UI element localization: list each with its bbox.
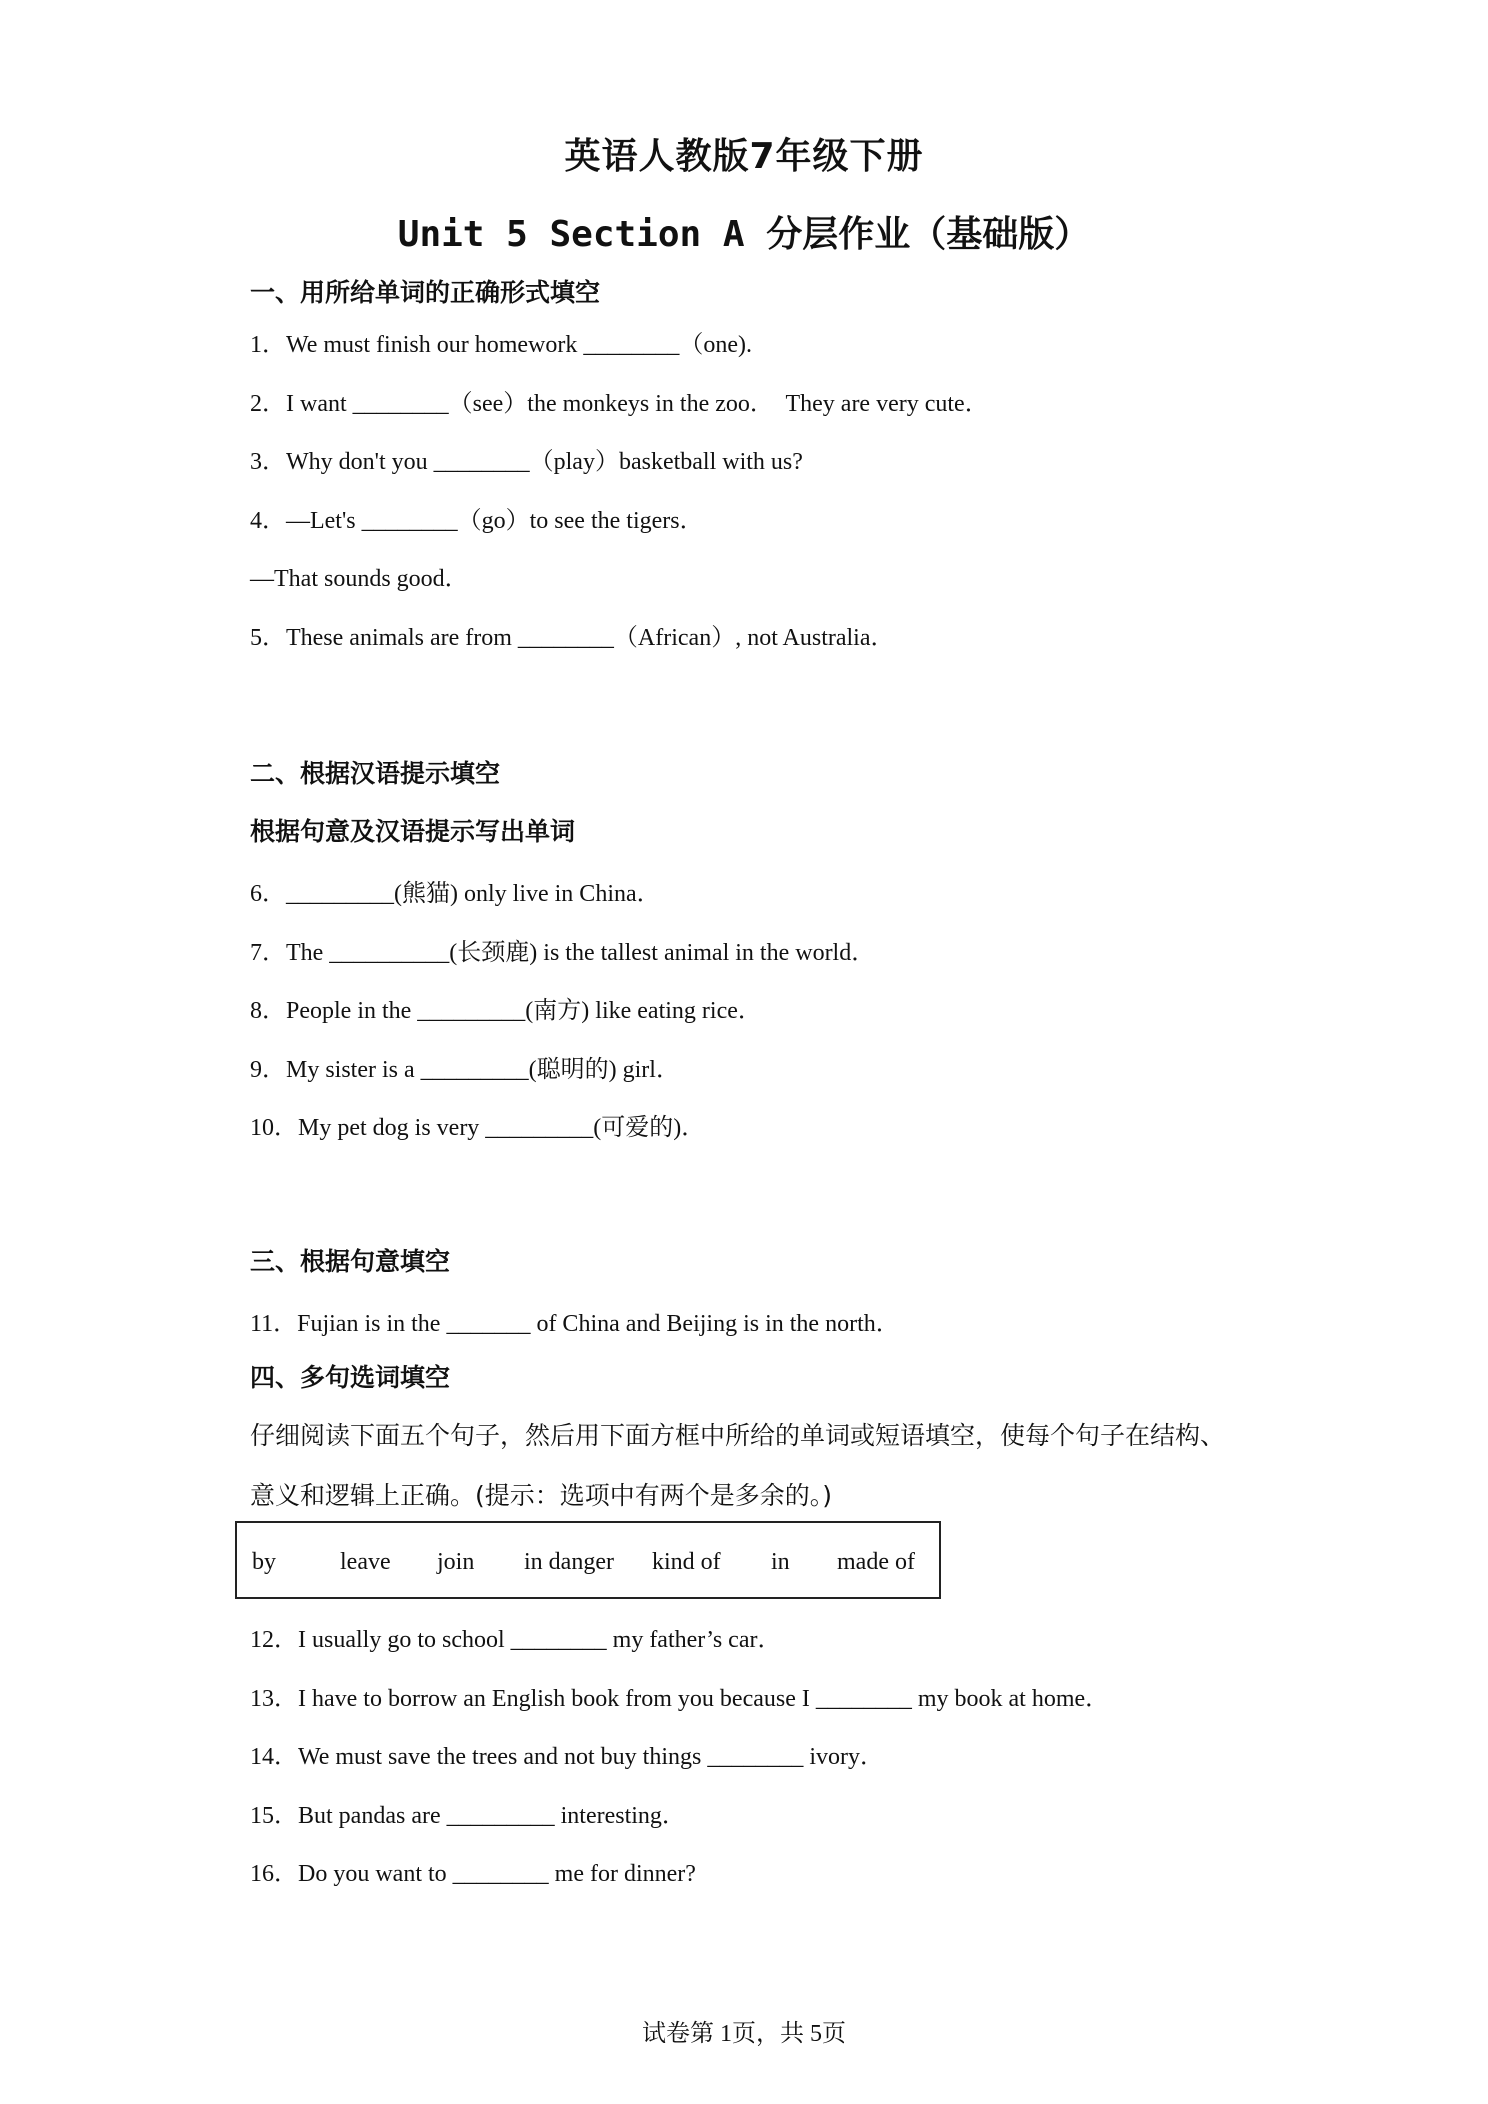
question-4: 4．—Let's ________（go）to see the tigers． bbox=[250, 508, 704, 534]
page-footer: 试卷第 1页，共 5页 bbox=[642, 2021, 846, 2047]
question-13: 13．I have to borrow an English book from you because I ________ my book at home． bbox=[250, 1686, 1110, 1712]
question-1: 1．We must finish our homework ________（one). bbox=[250, 332, 753, 358]
question-2: 2．I want ________（see）the monkeys in the zoo． They are very cute． bbox=[250, 391, 989, 417]
section-4-instruction-line-2: 意义和逻辑上正确。(提示：选项中有两个是多余的。) bbox=[250, 1481, 833, 1510]
question-12: 12．I usually go to school ________ my father’s car． bbox=[250, 1627, 782, 1653]
word-option: in danger bbox=[524, 1549, 614, 1575]
question-16: 16．Do you want to ________ me for dinner? bbox=[250, 1861, 696, 1887]
question-11: 11．Fujian is in the _______ of China and Beijing is in the north． bbox=[250, 1311, 900, 1337]
word-option: by bbox=[252, 1549, 276, 1575]
section-1-heading: 一、用所给单词的正确形式填空 bbox=[250, 278, 601, 307]
word-bank-box bbox=[235, 1521, 941, 1599]
word-option: kind of bbox=[652, 1549, 721, 1575]
section-2-heading: 二、根据汉语提示填空 bbox=[250, 759, 501, 788]
question-6: 6．_________(熊猫) only live in China． bbox=[250, 881, 661, 907]
question-4-reply: —That sounds good． bbox=[250, 566, 469, 592]
question-14: 14．We must save the trees and not buy things ________ ivory． bbox=[250, 1744, 884, 1770]
question-15: 15．But pandas are _________ interesting． bbox=[250, 1803, 686, 1829]
word-option: join bbox=[437, 1549, 475, 1575]
section-3-heading: 三、根据句意填空 bbox=[250, 1247, 451, 1276]
section-4-instruction-line-1: 仔细阅读下面五个句子，然后用下面方框中所给的单词或短语填空，使每个句子在结构、 bbox=[250, 1421, 1226, 1450]
section-2-instruction: 根据句意及汉语提示写出单词 bbox=[250, 817, 576, 846]
word-option: made of bbox=[837, 1549, 915, 1575]
word-option: leave bbox=[340, 1549, 391, 1575]
word-option: in bbox=[771, 1549, 790, 1575]
question-5: 5．These animals are from ________（African）, not Australia． bbox=[250, 625, 895, 651]
section-4-heading: 四、多句选词填空 bbox=[250, 1363, 451, 1392]
question-8: 8．People in the _________(南方) like eating rice． bbox=[250, 998, 762, 1024]
question-3: 3．Why don't you ________（play）basketball with us? bbox=[250, 449, 803, 475]
question-7: 7．The __________(长颈鹿) is the tallest animal in the world． bbox=[250, 940, 876, 966]
question-10: 10．My pet dog is very _________(可爱的)． bbox=[250, 1115, 706, 1141]
document-title: 英语人教版7年级下册 bbox=[564, 136, 924, 177]
document-subtitle: Unit 5 Section A 分层作业（基础版） bbox=[397, 214, 1091, 255]
question-9: 9．My sister is a _________(聪明的) girl． bbox=[250, 1057, 680, 1083]
